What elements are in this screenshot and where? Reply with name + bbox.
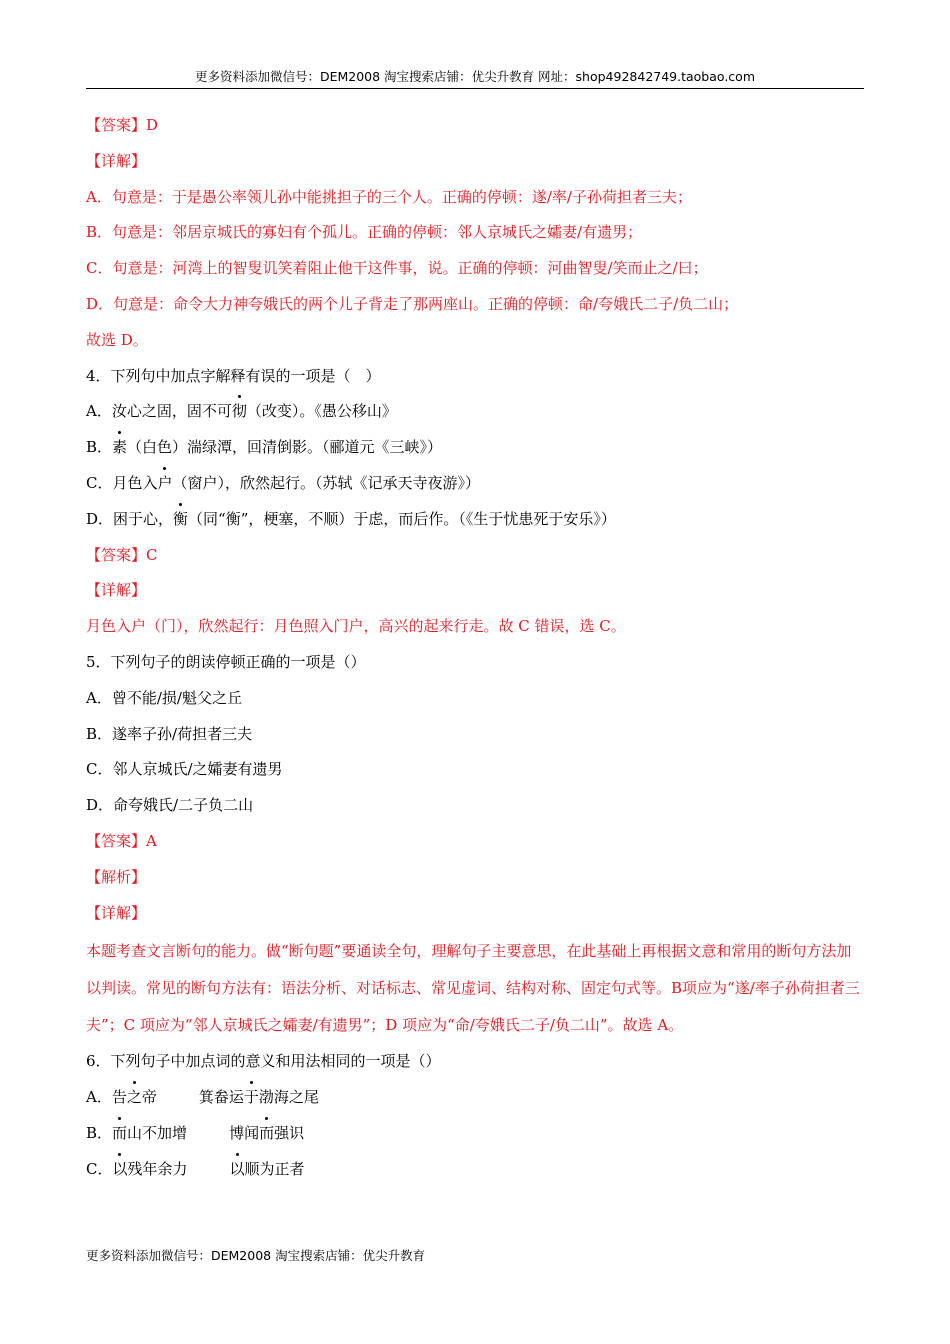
q4-stem: 4．下列句中加点字解释有误的一项是（ ） [86,366,381,385]
q3-conclusion: 故选 D。 [86,330,148,349]
emphasis-dot-char: 之 [127,1080,142,1116]
emphasis-dot-char: 彻 [232,394,247,430]
emphasis-dot-char: 以 [112,1152,127,1188]
q6-option-c: C．以残年余力 以顺为正者 [86,1152,866,1188]
q5-detail: 本题考查文言断句的能力。做“断句题”要通读全句，理解句子主要意思，在此基础上再根据文意和常用的断句方法加以判读。常见的断句方法有：语法分析、对话标志、常见虚词、结构对称、固定句式等。B项应为“遂/率子孙荷担者三夫”；C 项应为“邻人京城氏之孀妻/有遗男”；D 项应为“命/夸娥氏二子/负二山”。故选 A。 [86,942,860,1035]
emphasis-dot-char: 于 [244,1080,259,1116]
q5-option-a: A．曾不能/损/魁父之丘 [86,688,242,707]
q5-detail-label: 【详解】 [86,903,147,922]
q5-stem: 5．下列句子的朗读停顿正确的一项是（） [86,652,366,671]
q3-explain-c: C．句意是：河湾上的智叟讥笑着阻止他干这件事，说。正确的停顿：河曲智叟/笑而止之/曰； [86,259,708,278]
q6-option-a: A．告之帝 箕畚运于渤海之尾 [86,1080,866,1116]
q5-option-c: C．邻人京城氏/之孀妻有遗男 [86,760,283,779]
q3-explain-b: B．句意是：邻居京城氏的寡妇有个孤儿。正确的停顿：邻人京城氏之孀妻/有遗男； [86,223,643,242]
emphasis-dot-char: 素 [112,430,127,466]
q3-answer: 【答案】D [86,116,159,134]
q5-answer: 【答案】A [86,831,157,850]
q6-stem: 6．下列句子中加点词的意义和用法相同的一项是（） [86,1052,441,1071]
q4-option-d: D．困于心，衡（同“衡”，梗塞，不顺）于虑，而后作。（《生于忧患死于安乐》） [86,502,866,538]
q3-explain-d: D．句意是：命令大力神夸娥氏的两个儿子背走了那两座山。正确的停顿：命/夸娥氏二子/负二山； [86,294,739,313]
q5-option-d: D．命夸娥氏/二子负二山 [86,796,254,815]
q5-analysis-label: 【解析】 [86,867,147,886]
emphasis-dot-char: 而 [112,1116,127,1152]
q5-option-b: B．遂率子孙/荷担者三夫 [86,724,253,743]
q4-answer: 【答案】C [86,545,158,564]
emphasis-dot-char: 以 [230,1152,245,1188]
q4-option-c: C．月色入户（窗户），欣然起行。（苏轼《记承天寺夜游》） [86,466,866,502]
emphasis-dot-char: 而 [259,1116,274,1152]
q6-option-b: B．而山不加增 博闻而强识 [86,1116,866,1152]
page-footer: 更多资料添加微信号：DEM2008 淘宝搜索店铺：优尖升教育 [86,1248,426,1263]
q4-detail-label: 【详解】 [86,581,147,600]
page-header: 更多资料添加微信号：DEM2008 淘宝搜索店铺：优尖升教育 网址：shop492842749.taobao.com [86,66,864,89]
emphasis-dot-char: 衡 [173,502,188,538]
q3-explain-a: A．句意是：于是愚公率领儿孙中能挑担子的三个人。正确的停顿：遂/率/子孙荷担者三夫； [86,187,692,206]
q3-detail-label: 【详解】 [86,151,147,170]
emphasis-dot-char: 户 [157,466,172,502]
document-body [86,108,866,1188]
q4-option-b: B．素（白色）湍绿潭，回清倒影。（郦道元《三峡》） [86,430,866,466]
q4-detail: 月色入户（门），欣然起行：月色照入门户，高兴的起来行走。故 C 错误，选 C。 [86,617,626,636]
q4-option-a: A．汝心之固，固不可彻（改变）。《愚公移山》 [86,394,866,430]
